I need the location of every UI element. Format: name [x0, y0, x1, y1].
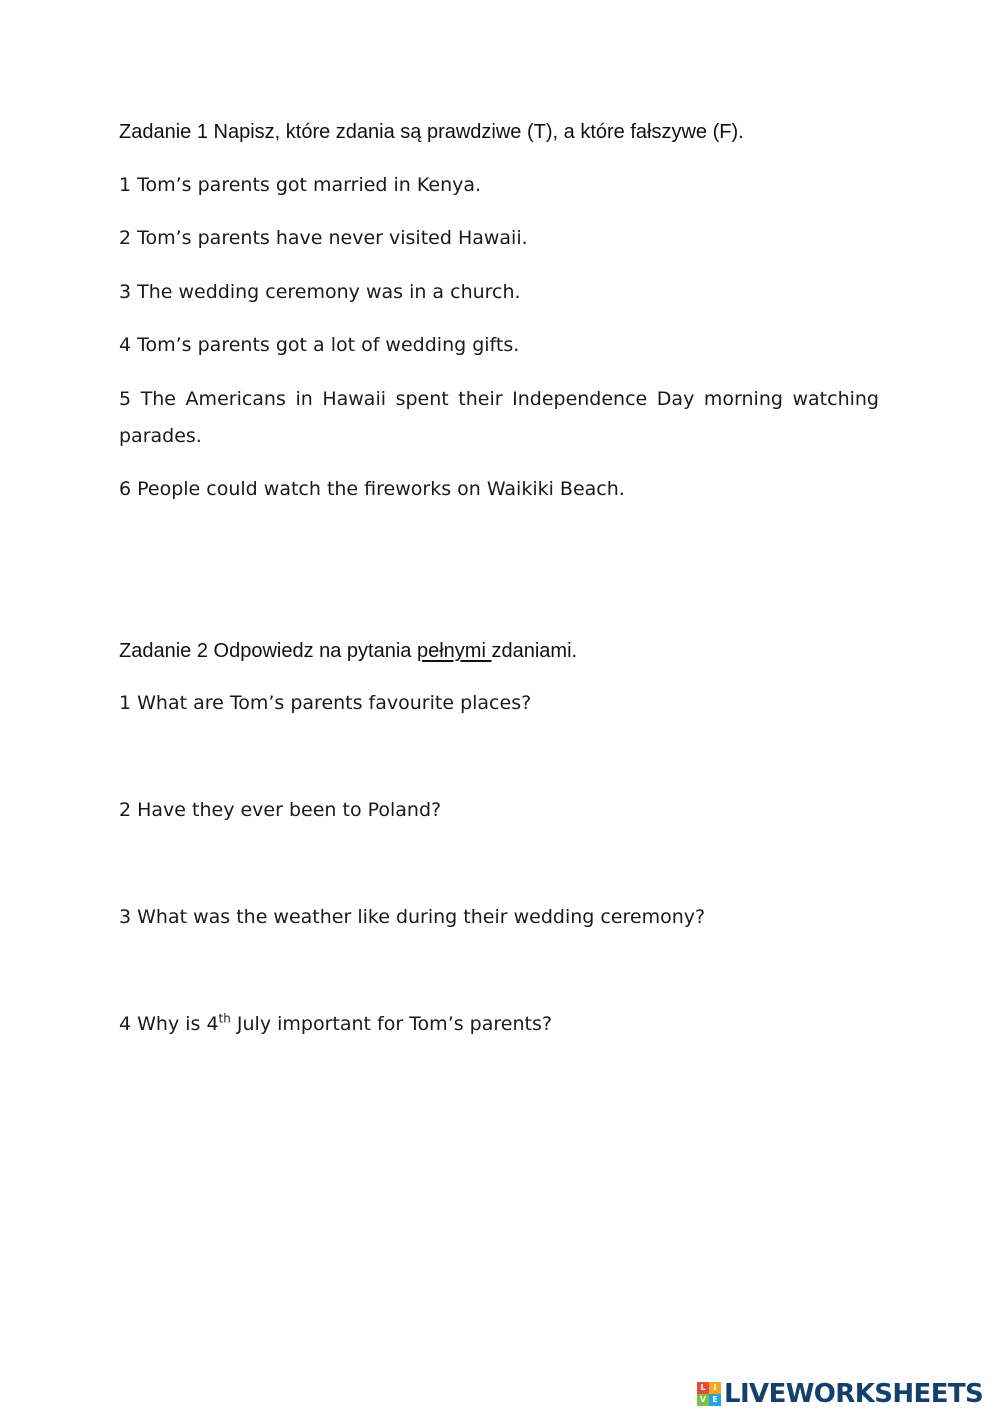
task2-question: 2 Have they ever been to Poland?: [119, 799, 442, 821]
logo-mark-letter: E: [709, 1394, 721, 1406]
task1-statement: 6 People could watch the fireworks on Waikiki Beach.: [119, 478, 625, 500]
liveworksheets-logo-icon: [697, 1382, 721, 1406]
task1-statement: 4 Tom’s parents got a lot of wedding gifts.: [119, 334, 520, 356]
task2-heading-start: Zadanie 2 Odpowiedz na pytania: [119, 640, 417, 662]
task2-heading-underlined: pełnymi: [416, 640, 492, 662]
task2-heading: [119, 639, 577, 663]
question4-before: 4 Why is 4: [119, 1013, 219, 1035]
logo-mark-letter: V: [697, 1394, 709, 1406]
task1-statement: 2 Tom’s parents have never visited Hawaii.: [119, 227, 528, 249]
task1-statement: 3 The wedding ceremony was in a church.: [119, 281, 521, 303]
task2-heading-end: zdaniami: [491, 640, 572, 662]
logo-mark-letter: I: [709, 1382, 721, 1394]
task2-question: 1 What are Tom’s parents favourite places?: [119, 692, 532, 714]
task1-statement: 1 Tom’s parents got married in Kenya.: [119, 174, 482, 196]
task1-statement: 5 The Americans in Hawaii spent their Independence Day morning watching parades.: [119, 388, 879, 447]
question4-after: July important for Tom’s parents?: [230, 1013, 552, 1035]
question4-superscript: th: [218, 1011, 231, 1026]
task2-heading-period: .: [571, 640, 578, 662]
liveworksheets-logo-text: LIVEWORKSHEETS: [724, 1379, 984, 1409]
task2-question: [119, 1012, 552, 1036]
task1-heading: Zadanie 1 Napisz, które zdania są prawdziwe (T), a które fałszywe (F).: [119, 121, 744, 143]
logo-mark-letter: L: [697, 1382, 709, 1394]
task2-question: 3 What was the weather like during their wedding ceremony?: [119, 906, 706, 928]
liveworksheets-logo: [697, 1376, 983, 1412]
